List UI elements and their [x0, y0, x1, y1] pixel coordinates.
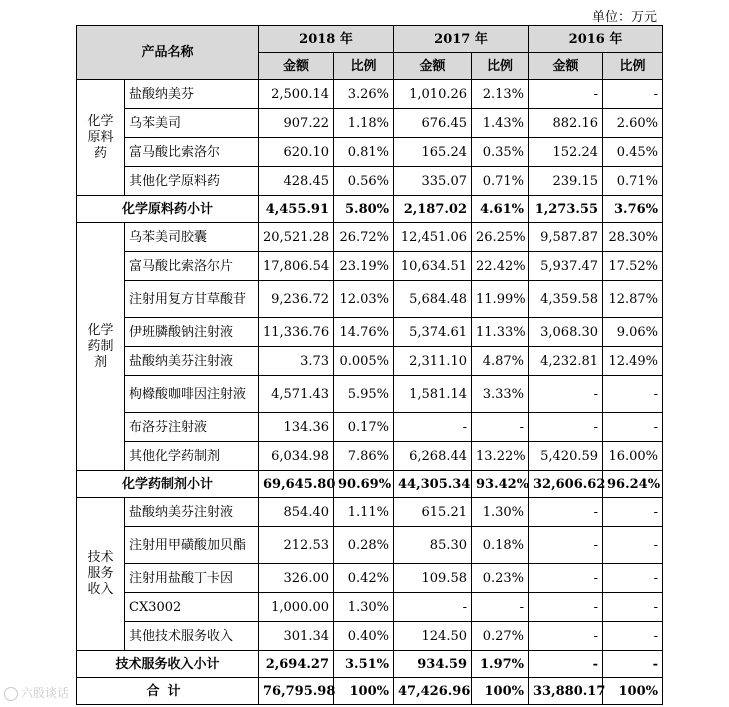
ratio-cell: 11.33%	[472, 318, 529, 347]
ratio-header: 比例	[334, 53, 394, 80]
category-cell	[77, 498, 125, 651]
total-ratio: 100%	[472, 678, 529, 705]
category-label: 技术服务收入	[87, 550, 114, 597]
subtotal-ratio: 1.97%	[472, 651, 529, 678]
ratio-cell: 3.26%	[334, 80, 394, 109]
ratio-cell: 0.23%	[472, 564, 529, 593]
category-cell	[77, 80, 125, 196]
amount-cell: 882.16	[529, 109, 603, 138]
amount-cell: 907.22	[259, 109, 334, 138]
amount-cell: 2,311.10	[394, 347, 472, 376]
amount-header: 金额	[394, 53, 472, 80]
amount-cell: 20,521.28	[259, 223, 334, 252]
ratio-cell: 13.22%	[472, 442, 529, 471]
year-header-2017: 2017 年	[394, 26, 529, 53]
ratio-cell: 7.86%	[334, 442, 394, 471]
amount-cell: 4,232.81	[529, 347, 603, 376]
subtotal-ratio: 90.69%	[334, 471, 394, 498]
product-name-cell: 富马酸比索洛尔	[125, 138, 259, 167]
ratio-cell: 23.19%	[334, 252, 394, 281]
table-row	[77, 80, 663, 109]
amount-cell: 11,336.76	[259, 318, 334, 347]
subtotal-row	[77, 471, 663, 498]
amount-cell: 5,420.59	[529, 442, 603, 471]
subtotal-ratio: 93.42%	[472, 471, 529, 498]
ratio-cell: 1.43%	[472, 109, 529, 138]
product-name-cell: 其他化学药制剂	[125, 442, 259, 471]
amount-cell: -	[529, 527, 603, 564]
subtotal-label: 化学原料药小计	[77, 196, 259, 223]
amount-cell: 1,010.26	[394, 80, 472, 109]
amount-cell: 676.45	[394, 109, 472, 138]
category-cell	[77, 223, 125, 471]
product-name-cell: 枸橼酸咖啡因注射液	[125, 376, 259, 413]
amount-cell: 5,374.61	[394, 318, 472, 347]
amount-cell: 620.10	[259, 138, 334, 167]
subtotal-row	[77, 196, 663, 223]
total-ratio: 100%	[334, 678, 394, 705]
amount-cell: -	[394, 593, 472, 622]
amount-cell: -	[529, 413, 603, 442]
product-name-cell: 注射用甲磺酸加贝酯	[125, 527, 259, 564]
table-row	[77, 622, 663, 651]
ratio-cell: 0.17%	[334, 413, 394, 442]
table-row	[77, 376, 663, 413]
amount-cell: 4,359.58	[529, 281, 603, 318]
product-name-cell: 伊班膦酸钠注射液	[125, 318, 259, 347]
total-row	[77, 678, 663, 705]
amount-cell: -	[394, 413, 472, 442]
ratio-cell: 0.56%	[334, 167, 394, 196]
ratio-cell: 16.00%	[603, 442, 663, 471]
subtotal-row	[77, 651, 663, 678]
product-name-cell: 乌苯美司胶囊	[125, 223, 259, 252]
amount-cell: -	[529, 498, 603, 527]
product-name-cell: CX3002	[125, 593, 259, 622]
ratio-cell: 2.60%	[603, 109, 663, 138]
amount-cell: 428.45	[259, 167, 334, 196]
ratio-cell: 11.99%	[472, 281, 529, 318]
ratio-cell: -	[603, 593, 663, 622]
subtotal-amount: 44,305.34	[394, 471, 472, 498]
ratio-cell: 0.005%	[334, 347, 394, 376]
amount-cell: 124.50	[394, 622, 472, 651]
revenue-table	[76, 25, 663, 705]
table-row	[77, 498, 663, 527]
table-row	[77, 318, 663, 347]
ratio-cell: -	[603, 564, 663, 593]
ratio-cell: 0.18%	[472, 527, 529, 564]
year-header-2018: 2018 年	[259, 26, 394, 53]
table-row	[77, 252, 663, 281]
ratio-cell: 14.76%	[334, 318, 394, 347]
amount-header: 金额	[259, 53, 334, 80]
subtotal-label: 化学药制剂小计	[77, 471, 259, 498]
ratio-cell: 0.45%	[603, 138, 663, 167]
subtotal-amount: 32,606.62	[529, 471, 603, 498]
ratio-cell: 9.06%	[603, 318, 663, 347]
product-name-cell: 乌苯美司	[125, 109, 259, 138]
ratio-cell: 0.35%	[472, 138, 529, 167]
amount-cell: 165.24	[394, 138, 472, 167]
amount-cell: -	[529, 622, 603, 651]
subtotal-ratio: 3.51%	[334, 651, 394, 678]
ratio-cell: -	[603, 622, 663, 651]
amount-cell: -	[529, 80, 603, 109]
table-row	[77, 223, 663, 252]
ratio-cell: 4.87%	[472, 347, 529, 376]
amount-cell: 85.30	[394, 527, 472, 564]
amount-cell: 152.24	[529, 138, 603, 167]
amount-cell: 17,806.54	[259, 252, 334, 281]
ratio-cell: 26.72%	[334, 223, 394, 252]
ratio-cell: 22.42%	[472, 252, 529, 281]
ratio-cell: 28.30%	[603, 223, 663, 252]
total-amount: 76,795.98	[259, 678, 334, 705]
product-name-cell: 富马酸比索洛尔片	[125, 252, 259, 281]
table-row	[77, 167, 663, 196]
table-row	[77, 593, 663, 622]
watermark-text: 六股谈话	[21, 686, 70, 700]
ratio-cell: -	[472, 593, 529, 622]
amount-cell: -	[529, 593, 603, 622]
subtotal-ratio: 5.80%	[334, 196, 394, 223]
amount-cell: 239.15	[529, 167, 603, 196]
total-amount: 47,426.96	[394, 678, 472, 705]
year-header-2016: 2016 年	[529, 26, 663, 53]
amount-cell: 3.73	[259, 347, 334, 376]
product-name-cell: 其他技术服务收入	[125, 622, 259, 651]
product-name-cell: 盐酸纳美芬注射液	[125, 347, 259, 376]
subtotal-ratio: 3.76%	[603, 196, 663, 223]
amount-cell: 212.53	[259, 527, 334, 564]
ratio-cell: 0.28%	[334, 527, 394, 564]
ratio-cell: -	[603, 527, 663, 564]
table-row	[77, 138, 663, 167]
amount-cell: 6,268.44	[394, 442, 472, 471]
ratio-cell: 0.81%	[334, 138, 394, 167]
amount-cell: 335.07	[394, 167, 472, 196]
ratio-cell: 0.71%	[472, 167, 529, 196]
product-name-header: 产品名称	[77, 26, 259, 80]
table-row	[77, 347, 663, 376]
amount-cell: 10,634.51	[394, 252, 472, 281]
table-row	[77, 527, 663, 564]
ratio-cell: 3.33%	[472, 376, 529, 413]
amount-cell: 2,500.14	[259, 80, 334, 109]
amount-cell: 615.21	[394, 498, 472, 527]
amount-cell: 9,236.72	[259, 281, 334, 318]
table-row	[77, 109, 663, 138]
subtotal-amount: -	[529, 651, 603, 678]
ratio-cell: -	[603, 376, 663, 413]
total-amount: 33,880.17	[529, 678, 603, 705]
amount-cell: 6,034.98	[259, 442, 334, 471]
subtotal-amount: 2,694.27	[259, 651, 334, 678]
amount-cell: -	[529, 376, 603, 413]
amount-cell: 5,684.48	[394, 281, 472, 318]
subtotal-amount: 2,187.02	[394, 196, 472, 223]
subtotal-ratio: 96.24%	[603, 471, 663, 498]
header-row-years	[77, 26, 663, 53]
amount-cell: 4,571.43	[259, 376, 334, 413]
amount-cell: 134.36	[259, 413, 334, 442]
category-label: 化学原料药	[87, 113, 114, 161]
ratio-cell: -	[472, 413, 529, 442]
ratio-cell: 0.42%	[334, 564, 394, 593]
subtotal-label: 技术服务收入小计	[77, 651, 259, 678]
table-row	[77, 413, 663, 442]
subtotal-ratio: 4.61%	[472, 196, 529, 223]
ratio-cell: -	[603, 413, 663, 442]
product-name-cell: 布洛芬注射液	[125, 413, 259, 442]
ratio-cell: 0.40%	[334, 622, 394, 651]
ratio-cell: 12.49%	[603, 347, 663, 376]
ratio-cell: 1.18%	[334, 109, 394, 138]
category-label: 化学药制剂	[87, 322, 114, 370]
ratio-cell: 26.25%	[472, 223, 529, 252]
subtotal-amount: 69,645.80	[259, 471, 334, 498]
product-name-cell: 注射用复方甘草酸苷	[125, 281, 259, 318]
total-label: 合计	[77, 678, 259, 705]
amount-header: 金额	[529, 53, 603, 80]
ratio-cell: 0.27%	[472, 622, 529, 651]
amount-cell: 326.00	[259, 564, 334, 593]
amount-cell: 301.34	[259, 622, 334, 651]
watermark-logo-icon	[4, 687, 18, 701]
product-name-cell: 其他化学原料药	[125, 167, 259, 196]
product-name-cell: 盐酸纳美芬	[125, 80, 259, 109]
table-row	[77, 564, 663, 593]
ratio-cell: 5.95%	[334, 376, 394, 413]
ratio-cell: 12.87%	[603, 281, 663, 318]
ratio-cell: 0.71%	[603, 167, 663, 196]
amount-cell: 9,587.87	[529, 223, 603, 252]
ratio-header: 比例	[472, 53, 529, 80]
amount-cell: 5,937.47	[529, 252, 603, 281]
ratio-cell: -	[603, 498, 663, 527]
total-ratio: 100%	[603, 678, 663, 705]
amount-cell: 12,451.06	[394, 223, 472, 252]
unit-label: 单位：万元	[591, 10, 657, 25]
product-name-cell: 注射用盐酸丁卡因	[125, 564, 259, 593]
amount-cell: 1,581.14	[394, 376, 472, 413]
amount-cell: 3,068.30	[529, 318, 603, 347]
product-name-cell: 盐酸纳美芬注射液	[125, 498, 259, 527]
amount-cell: 1,000.00	[259, 593, 334, 622]
subtotal-amount: 1,273.55	[529, 196, 603, 223]
amount-cell: 854.40	[259, 498, 334, 527]
ratio-header: 比例	[603, 53, 663, 80]
ratio-cell: 1.30%	[334, 593, 394, 622]
subtotal-amount: 4,455.91	[259, 196, 334, 223]
watermark	[4, 684, 69, 701]
ratio-cell: 2.13%	[472, 80, 529, 109]
ratio-cell: 1.11%	[334, 498, 394, 527]
subtotal-ratio: -	[603, 651, 663, 678]
amount-cell: -	[529, 564, 603, 593]
ratio-cell: 12.03%	[334, 281, 394, 318]
amount-cell: 109.58	[394, 564, 472, 593]
subtotal-amount: 934.59	[394, 651, 472, 678]
ratio-cell: 17.52%	[603, 252, 663, 281]
ratio-cell: 1.30%	[472, 498, 529, 527]
table-row	[77, 281, 663, 318]
ratio-cell: -	[603, 80, 663, 109]
table-row	[77, 442, 663, 471]
